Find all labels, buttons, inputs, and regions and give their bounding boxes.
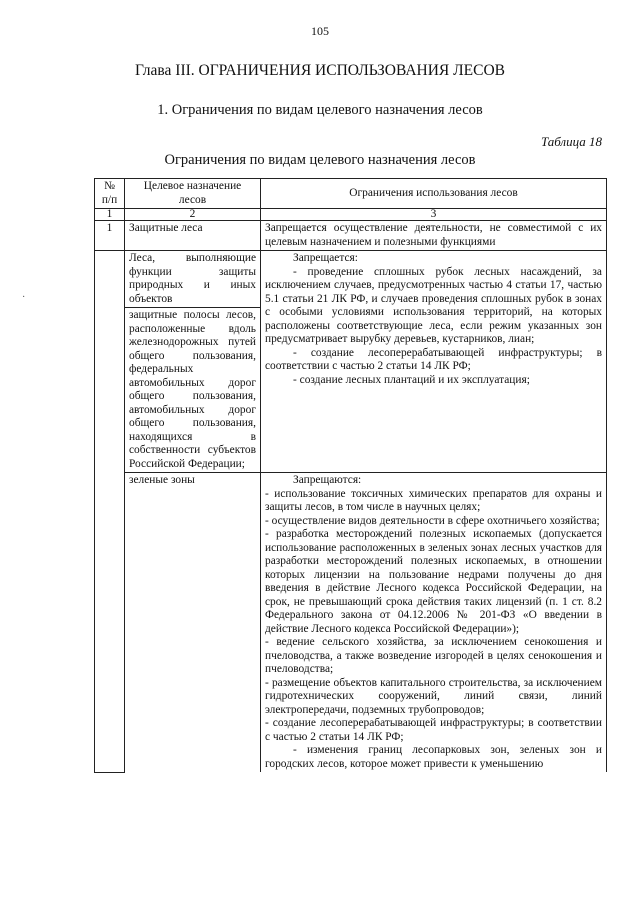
purpose-cell: Защитные леса: [125, 221, 261, 251]
section-title: 1. Ограничения по видам целевого назначения лесов: [157, 102, 483, 118]
page-number: 105: [311, 24, 329, 38]
header-num: № п/п: [95, 179, 125, 209]
row-number: 1: [95, 221, 125, 251]
restrictions-table: [94, 178, 607, 773]
restriction-item: - создание лесоперерабатывающей инфраструктуры; в соответствии с частью 2 статьи 14 ЛК РФ;: [265, 346, 602, 372]
column-number: 1: [95, 209, 125, 221]
table-row: [95, 473, 607, 773]
restriction-item: - ведение сельского хозяйства, за исключением сенокошения и пчеловодства, а также возведение изгородей в целях сенокошения и пчеловодства;: [265, 636, 602, 675]
header-restrictions: Ограничения использования лесов: [261, 179, 607, 209]
restriction-item: - осуществление видов деятельности в сфере охотничьего хозяйства;: [265, 514, 600, 527]
restriction-intro: Запрещаются:: [293, 474, 362, 486]
restriction-item: - создание лесоперерабатывающей инфраструктуры; в соответствии с частью 2 статьи 14 ЛК РФ;: [265, 717, 602, 743]
table-row: [95, 221, 607, 251]
stray-mark: ·: [22, 292, 26, 303]
restriction-item: - использование токсичных химических препаратов для охраны и защиты лесов, в том числе в научных целях;: [265, 487, 602, 513]
restriction-item: - создание лесных плантаций и их эксплуатация;: [293, 373, 530, 386]
table-label: Таблица 18: [540, 134, 602, 149]
restriction-item: - изменения границ лесопарковых зон, зеленых зон и городских лесов, которое может привести к уменьшению: [265, 744, 602, 770]
restriction-item: - разработка месторождений полезных ископаемых (допускается использование расположенных в зеленых зонах лесных участков для разработки месторождений полезных ископаемых, в отношении которых лицензии на пользование недрами получены до дня введения в действие Лесного кодекса Российской Федерации, на срок, не превышающий срока действия таких лицензий (п. 1 ст. 8.2 Федерального закона от 04.12.2006 № 201-ФЗ «О введении в действие Лесного кодекса Российской Федерации»);: [265, 528, 602, 635]
chapter-title: Глава III. ОГРАНИЧЕНИЯ ИСПОЛЬЗОВАНИЯ ЛЕСОВ: [135, 62, 505, 79]
table-caption: Ограничения по видам целевого назначения лесов: [164, 152, 476, 168]
table-header-row: [95, 179, 607, 209]
restriction-cell: [261, 251, 607, 473]
restriction-intro: Запрещается:: [293, 252, 358, 264]
table-row: [95, 251, 607, 308]
purpose-cell: защитные полосы лесов, расположенные вдоль железнодорожных путей общего пользования, федеральных автомобильных дорог общего пользования, автомобильных дорог общего пользования, находящихся в собственности субъектов Российской Федерации;: [125, 308, 261, 473]
column-number: 3: [261, 209, 607, 221]
column-number: 2: [125, 209, 261, 221]
restriction-item: - размещение объектов капитального строительства, за исключением гидротехнических сооружений, линий связи, линий электропередачи, подземных трубопроводов;: [265, 676, 602, 716]
purpose-cell: Леса, выполняющие функции защиты природных и иных объектов: [125, 251, 261, 308]
column-numbers-row: [95, 209, 607, 221]
restriction-cell: [261, 473, 607, 773]
header-purpose: Целевое назначение лесов: [125, 179, 261, 209]
restriction-cell: Запрещается осуществление деятельности, не совместимой с их целевым назначением и полезными функциями: [261, 221, 607, 251]
restriction-item: - проведение сплошных рубок лесных насаждений, за исключением случаев, предусмотренных частью 4 статьи 17, частью 5.1 статьи 21 ЛК РФ, и случаев проведения сплошных рубок в зонах с особыми условиями использования территорий, на которых расположены соответствующие леса, если режим указанных зон предусматривает вырубку деревьев, кустарников, лиан;: [265, 265, 602, 345]
purpose-cell: зеленые зоны: [125, 473, 261, 773]
row-number-empty: [95, 251, 125, 773]
